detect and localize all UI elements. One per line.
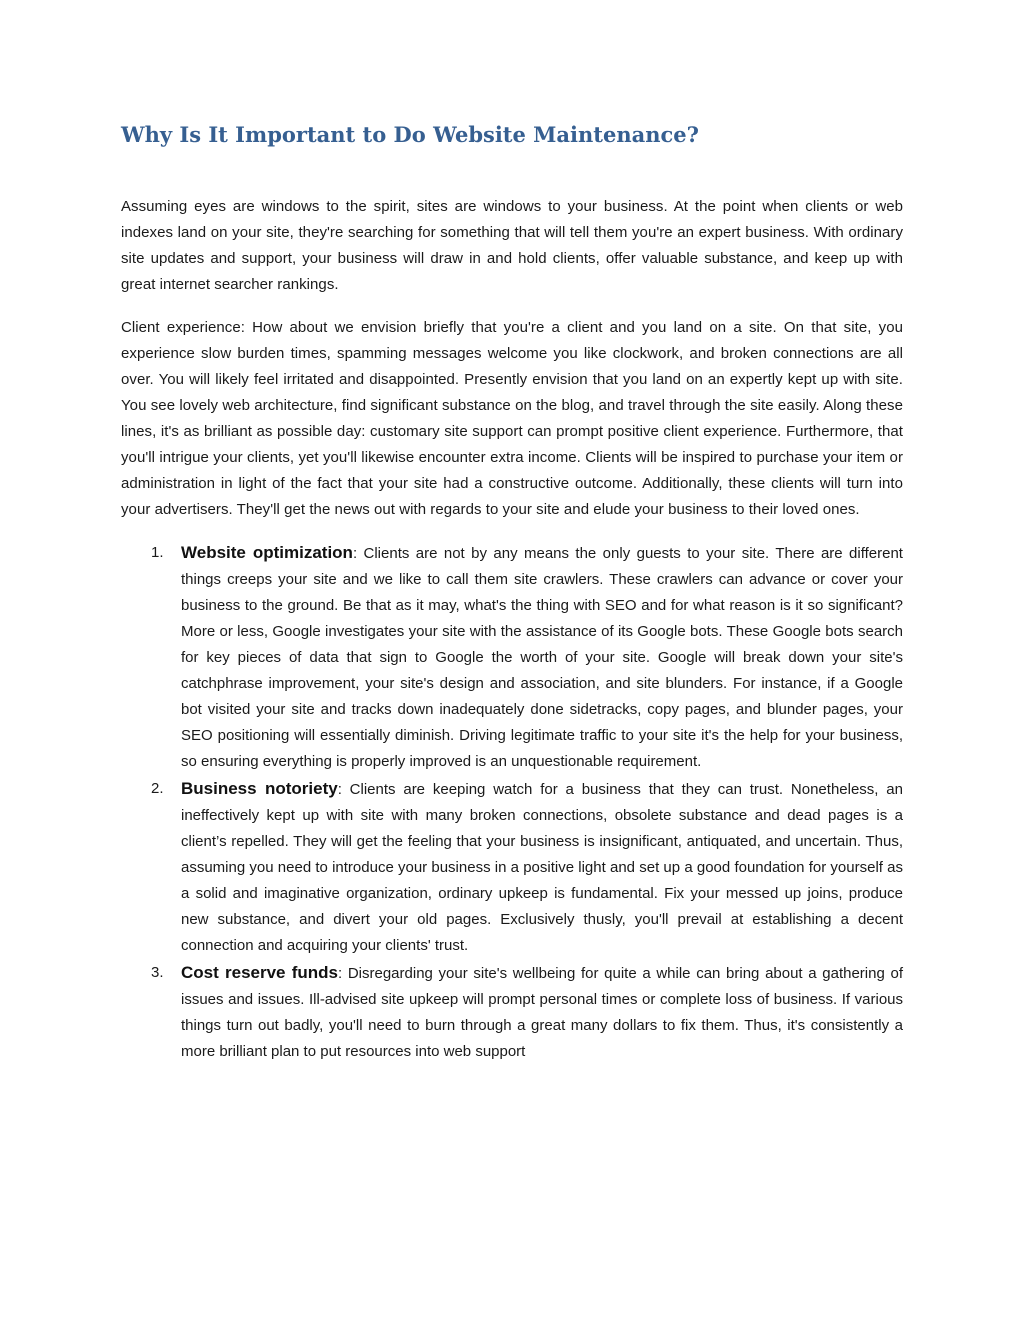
list-item	[121, 776, 903, 959]
document-body	[121, 194, 903, 1066]
list-item-text: : Clients are keeping watch for a business that they can trust. Nonetheless, an ineffectively kept up with site with many broken connections, obsolete substance and dead pages is a client’s repelled. They will get the feeling that your business is insignificant, antiquated, and uncertain. Thus, assuming you need to introduce your business in a positive light and set up a good foundation for yourself as a solid and imaginative organization, ordinary upkeep is fundamental. Fix your messed up joins, produce new substance, and divert your old pages. Exclusively thusly, you'll prevail at establishing a decent connection and acquiring your clients' trust.	[181, 781, 903, 954]
client-experience-paragraph: Client experience: How about we envision briefly that you're a client and you land on a site. On that site, you experience slow burden times, spamming messages welcome you like clockwork, and broken connections are all over. You will likely feel irritated and disappointed. Presently envision that you land on an expertly kept up with site. You see lovely web architecture, find significant substance on the blog, and travel through the site easily. Along these lines, it's as brilliant as possible day: customary site support can prompt positive client experience. Furthermore, that you'll intrigue your clients, yet you'll likewise encounter extra income. Clients will be inspired to purchase your item or administration in light of the fact that your site had a constructive outcome. Additionally, these clients will turn into your advertisers. They'll get the news out with regards to your site and elude your business to their loved ones.	[121, 319, 903, 518]
list-item-term: Website optimization	[181, 543, 353, 562]
list-item-number: 3.	[151, 964, 164, 981]
list-item-term: Business notoriety	[181, 779, 338, 798]
list-item	[121, 960, 903, 1065]
intro-paragraph: Assuming eyes are windows to the spirit, sites are windows to your business. At the point when clients or web indexes land on your site, they're searching for something that will tell them you're an expert business. With ordinary site updates and support, your business will draw in and hold clients, offer valuable substance, and keep up with great internet searcher rankings.	[121, 198, 903, 293]
list-item-text: : Clients are not by any means the only guests to your site. There are different things creeps your site and we like to call them site crawlers. These crawlers can advance or cover your business to the ground. Be that as it may, what's the thing with SEO and for what reason is it so significant? More or less, Google investigates your site with the assistance of its Google bots. These Google bots search for key pieces of data that sign to Google the worth of your site. Google will break down your site's catchphrase improvement, your site's design and association, and site blunders. For instance, if a Google bot visited your site and tracks down inadequately done sidetracks, copy pages, and blunder pages, your SEO positioning will essentially diminish. Driving legitimate traffic to your site it's the help for your business, so ensuring everything is properly improved is an unquestionable requirement.	[181, 545, 903, 770]
numbered-list	[121, 540, 903, 1065]
list-item	[121, 540, 903, 775]
list-item-text: : Disregarding your site's wellbeing for quite a while can bring about a gathering of issues and issues. Ill-advised site upkeep will prompt personal times or complete loss of business. If various things turn out badly, you'll need to burn through a great many dollars to fix them. Thus, it's consistently a more brilliant plan to put resources into web support	[181, 965, 903, 1060]
list-item-number: 2.	[151, 780, 164, 797]
list-item-term: Cost reserve funds	[181, 963, 338, 982]
list-item-number: 1.	[151, 544, 164, 561]
document-title: Why Is It Important to Do Website Maintenance?	[121, 122, 699, 147]
